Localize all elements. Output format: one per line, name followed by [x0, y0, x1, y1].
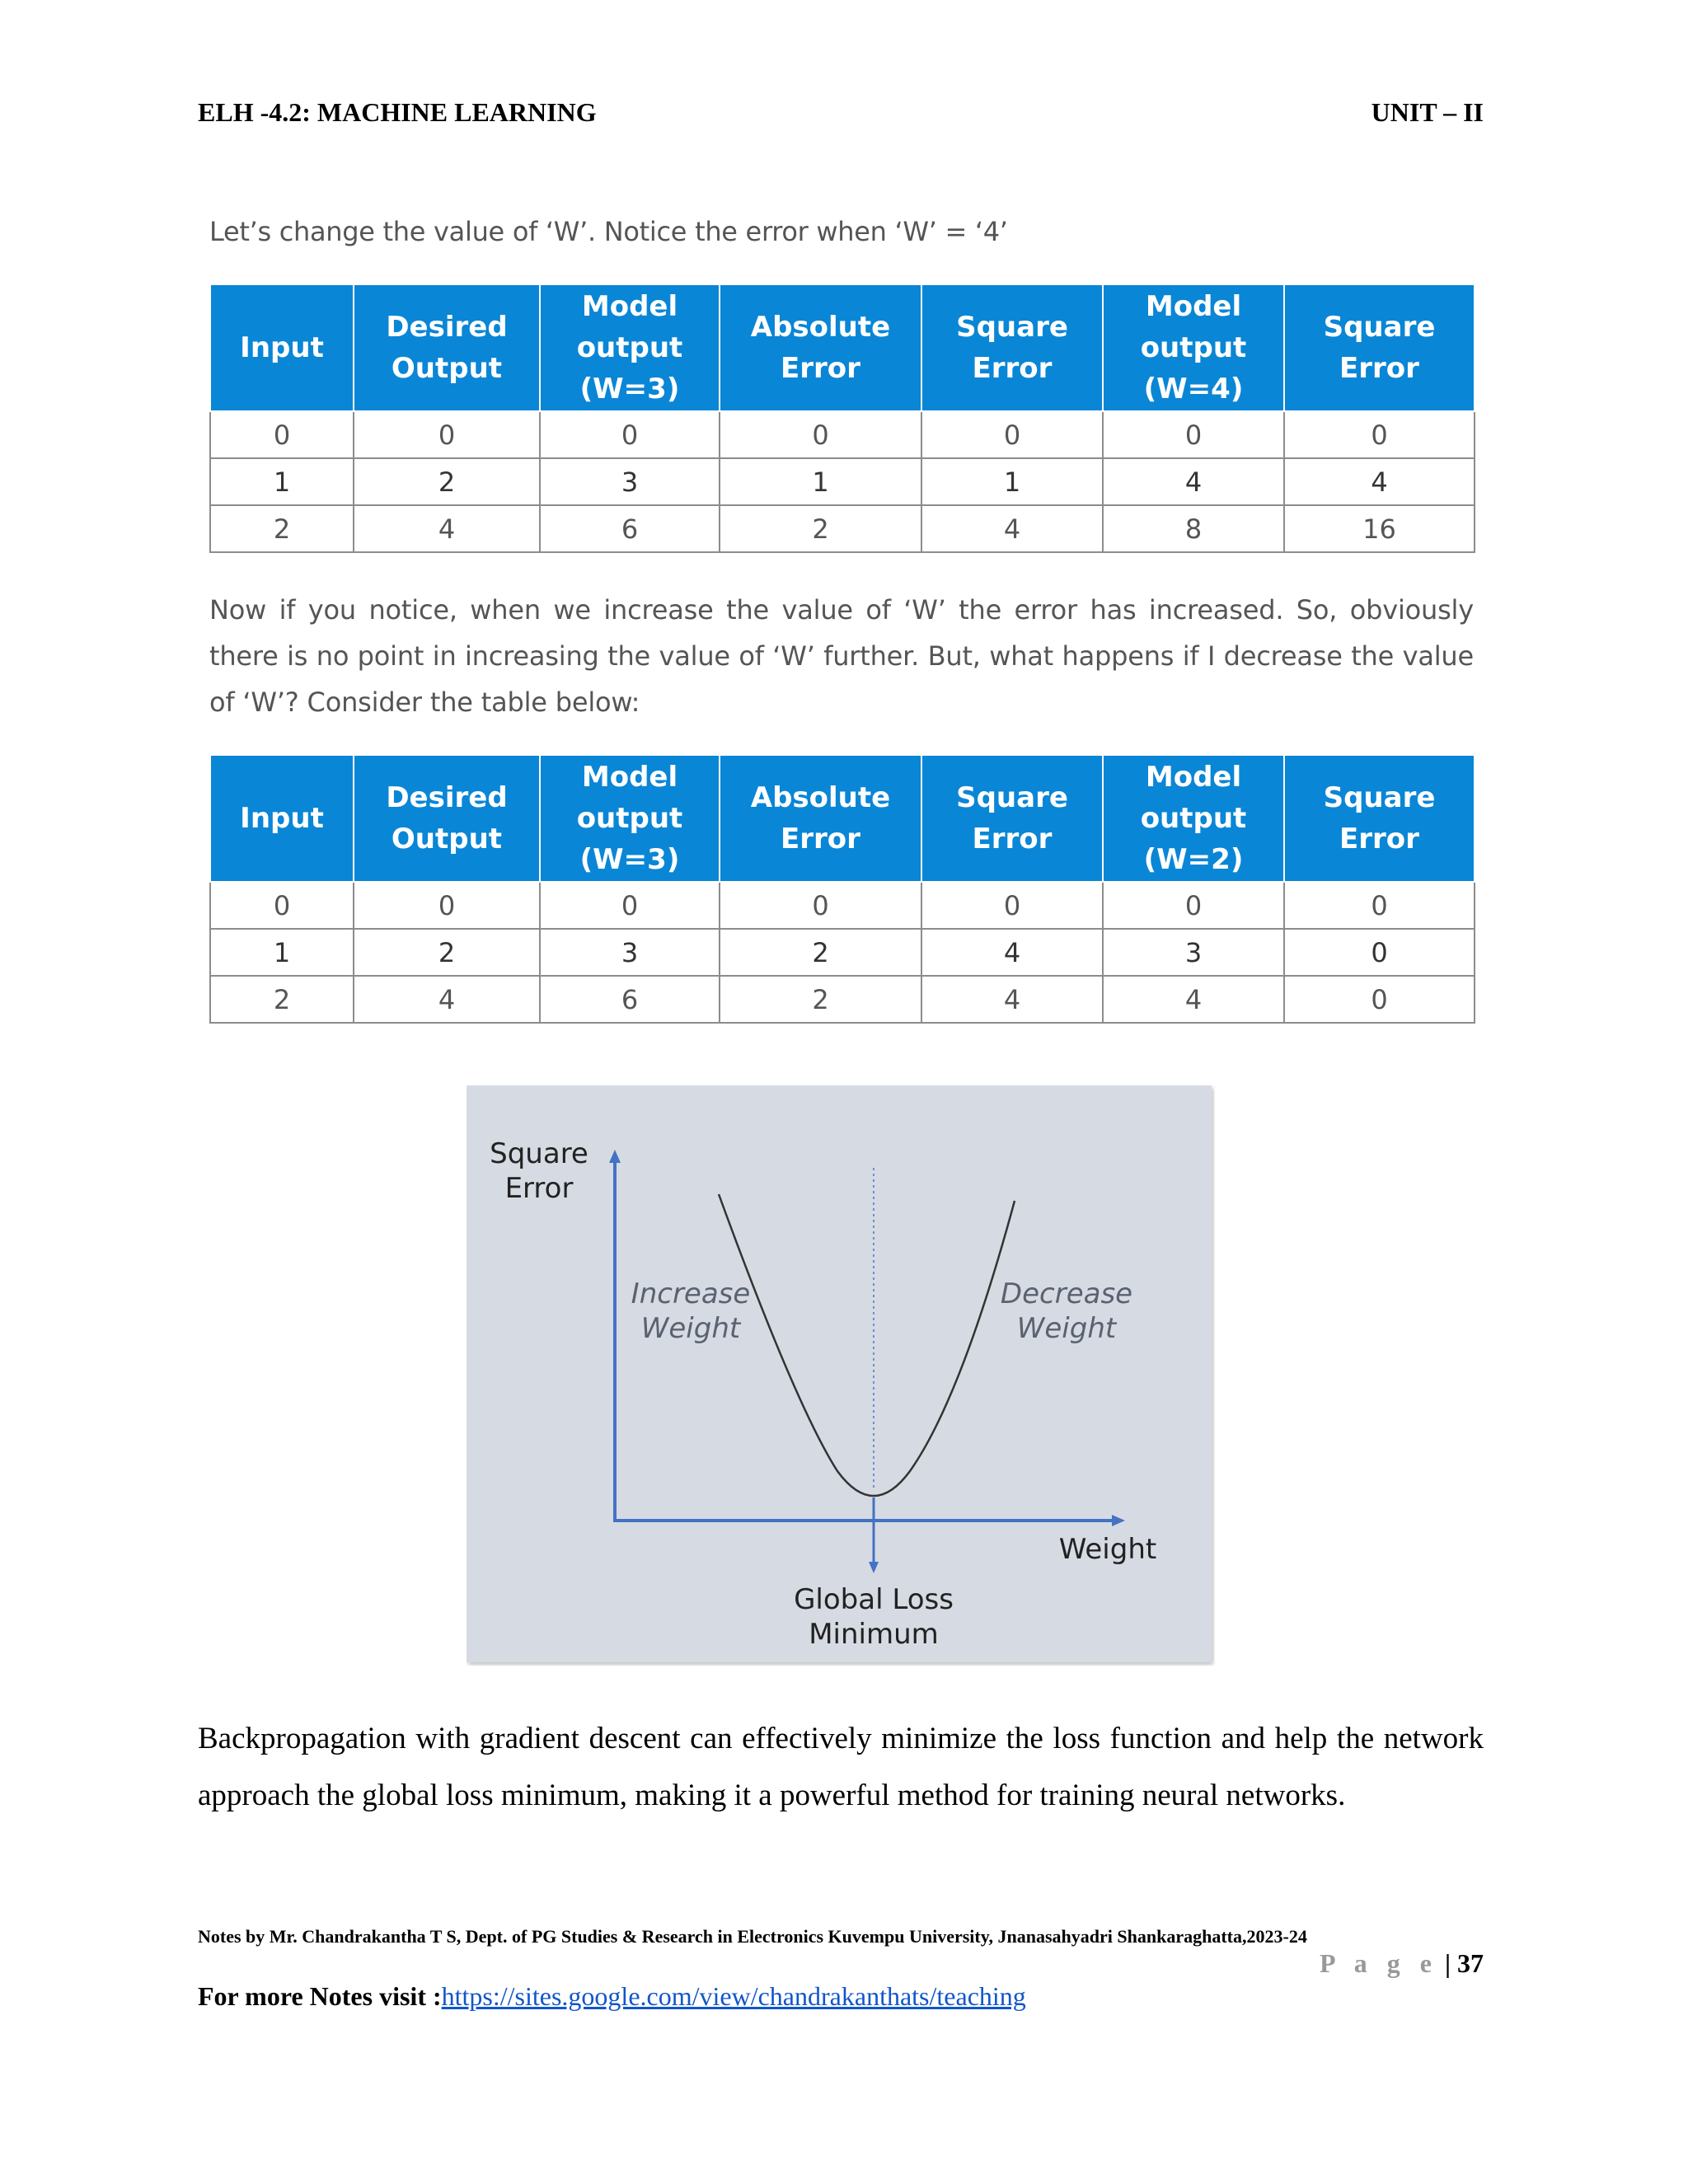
table-cell: 0: [1103, 882, 1284, 929]
figure-background: [467, 1085, 1212, 1662]
page-label: P a g e: [1319, 1948, 1438, 1978]
table-cell: 0: [921, 411, 1103, 458]
table-cell: 0: [354, 411, 540, 458]
table-cell: 1: [210, 929, 354, 976]
column-header-text: Model: [581, 761, 678, 794]
column-header-text: Absolute: [750, 781, 891, 814]
table-row: [210, 411, 1475, 458]
increase-weight-label-2: Weight: [640, 1312, 741, 1345]
table-cell: 0: [720, 411, 921, 458]
table-cell: 2: [720, 929, 921, 976]
table-cell: 3: [1103, 929, 1284, 976]
column-header-text: Error: [972, 823, 1053, 855]
table-cell: 4: [354, 976, 540, 1023]
table-cell: 4: [1103, 458, 1284, 505]
x-axis-label: Weight: [1058, 1533, 1157, 1566]
comparison-paragraph: Now if you notice, when we increase the value of ‘W’ the error has increased. So, obviously there is no point in increasing the value of ‘W’ further. But, what happens if I decrease the value of ‘W’? Consider the table below:: [209, 594, 1474, 718]
table-row: [210, 458, 1475, 505]
table-cell: 3: [540, 929, 720, 976]
column-header-text: Absolute: [750, 311, 891, 344]
table-cell: 0: [1284, 411, 1475, 458]
column-header-text: (W=4): [1143, 373, 1244, 405]
table-cell: 0: [921, 882, 1103, 929]
table-cell: 4: [921, 976, 1103, 1023]
table-header-row: [210, 755, 1475, 882]
y-axis-label-1: Square: [490, 1137, 588, 1170]
column-header-text: output: [1140, 331, 1247, 364]
table-row: [210, 976, 1475, 1023]
table-cell: 1: [921, 458, 1103, 505]
notes-link[interactable]: https://sites.google.com/view/chandrakanthats/teaching: [441, 1981, 1026, 2011]
table-cell: 4: [354, 505, 540, 552]
column-header: [354, 755, 540, 882]
page-number: [1320, 1948, 1484, 1979]
table-row: [210, 929, 1475, 976]
column-header-text: Error: [972, 352, 1053, 385]
column-header: [210, 284, 354, 411]
column-header-text: (W=3): [579, 843, 680, 876]
column-header-text: output: [1140, 802, 1247, 835]
column-header: [1284, 755, 1475, 882]
table-cell: 0: [1284, 882, 1475, 929]
page-separator: |: [1437, 1948, 1457, 1978]
table-cell: 2: [210, 505, 354, 552]
column-header: [921, 284, 1103, 411]
column-header: [1284, 284, 1475, 411]
y-axis-label-2: Error: [504, 1172, 574, 1205]
decrease-weight-label-1: Decrease: [1000, 1277, 1133, 1310]
column-header: [210, 755, 354, 882]
column-header-text: Desired: [386, 781, 508, 814]
column-header-text: Error: [781, 352, 860, 385]
table-cell: 2: [354, 929, 540, 976]
course-title: ELH -4.2: MACHINE LEARNING: [198, 97, 597, 127]
table-cell: 2: [210, 976, 354, 1023]
table-cell: 6: [540, 505, 720, 552]
footer-notes: Notes by Mr. Chandrakantha T S, Dept. of PG Studies & Research in Electronics Kuvempu University, Jnanasahyadri Shankaraghatta,2023-24: [198, 1926, 1307, 1947]
intro-text: Let’s change the value of ‘W’. Notice the error when ‘W’ = ‘4’: [209, 216, 1008, 247]
increase-weight-label-1: Increase: [631, 1277, 751, 1310]
footer-visit: [198, 1981, 1026, 2012]
column-header-text: Square: [956, 781, 1068, 814]
column-header-text: Input: [240, 331, 324, 364]
column-header-text: (W=2): [1143, 843, 1244, 876]
table-header-row: [210, 284, 1475, 411]
visit-label: For more Notes visit :: [198, 1981, 442, 2011]
column-header-text: Model: [1145, 761, 1242, 794]
loss-curve-figure: [467, 1085, 1215, 1666]
column-header: [354, 284, 540, 411]
table-cell: 0: [540, 411, 720, 458]
column-header-text: output: [576, 802, 683, 835]
conclusion-paragraph: Backpropagation with gradient descent can effectively minimize the loss function and help the network approach the global loss minimum, making it a powerful method for training neural networks.: [198, 1722, 1484, 1812]
table-cell: 2: [720, 505, 921, 552]
column-header-text: output: [576, 331, 683, 364]
column-header-text: Error: [1339, 352, 1419, 385]
column-header: [1103, 755, 1284, 882]
column-header-text: (W=3): [579, 373, 680, 405]
global-minimum-label-1: Global Loss: [794, 1583, 954, 1616]
column-header: [921, 755, 1103, 882]
column-header-text: Square: [1323, 781, 1436, 814]
table-cell: 4: [1103, 976, 1284, 1023]
column-header-text: Square: [956, 311, 1068, 344]
column-header: [1103, 284, 1284, 411]
table-cell: 0: [540, 882, 720, 929]
table-cell: 0: [210, 882, 354, 929]
table-row: [210, 505, 1475, 552]
table-cell: 0: [1284, 929, 1475, 976]
table-cell: 1: [720, 458, 921, 505]
table-cell: 4: [921, 929, 1103, 976]
column-header: [540, 284, 720, 411]
decrease-weight-label-2: Weight: [1016, 1312, 1117, 1345]
table-row: [210, 882, 1475, 929]
page-header: [198, 97, 1484, 130]
table-cell: 2: [720, 976, 921, 1023]
column-header-text: Desired: [386, 311, 508, 344]
global-minimum-label-2: Minimum: [809, 1618, 939, 1651]
table-cell: 0: [720, 882, 921, 929]
table-cell: 6: [540, 976, 720, 1023]
error-table-w2: [209, 754, 1475, 1024]
table-cell: 0: [354, 882, 540, 929]
column-header-text: Error: [1339, 823, 1419, 855]
table-cell: 4: [921, 505, 1103, 552]
unit-title: UNIT – II: [1371, 97, 1484, 127]
column-header: [540, 755, 720, 882]
column-header-text: Model: [581, 290, 678, 323]
column-header-text: Output: [391, 352, 503, 385]
table-cell: 16: [1284, 505, 1475, 552]
table-cell: 0: [210, 411, 354, 458]
error-table-w4: [209, 284, 1475, 553]
page-number-value: 37: [1457, 1948, 1484, 1978]
column-header: [720, 755, 921, 882]
table-cell: 4: [1284, 458, 1475, 505]
column-header-text: Square: [1323, 311, 1436, 344]
table-cell: 8: [1103, 505, 1284, 552]
table-cell: 2: [354, 458, 540, 505]
column-header-text: Output: [391, 823, 503, 855]
column-header-text: Model: [1145, 290, 1242, 323]
table-cell: 1: [210, 458, 354, 505]
column-header: [720, 284, 921, 411]
table-cell: 3: [540, 458, 720, 505]
column-header-text: Error: [781, 823, 860, 855]
table-cell: 0: [1284, 976, 1475, 1023]
table-cell: 0: [1103, 411, 1284, 458]
column-header-text: Input: [240, 802, 324, 835]
